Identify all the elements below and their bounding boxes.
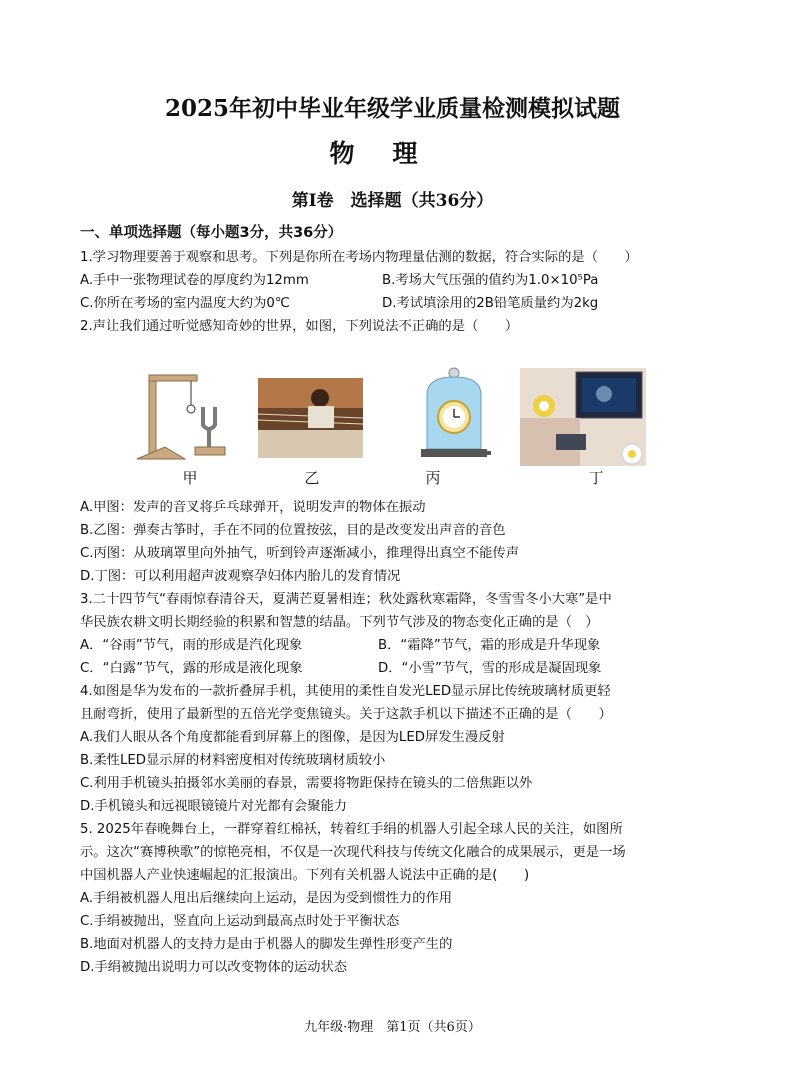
q3-option-c: C．“白露”节气，露的形成是液化现象 (80, 661, 303, 676)
q5-option-d: D.手绢被抛出说明力可以改变物体的运动状态 (80, 960, 348, 975)
q1-option-c: C.你所在考场的室内温度大约为0℃ (80, 296, 290, 311)
q4-option-a: A.我们人眼从各个角度都能看到屏幕上的图像，是因为LED屏发生漫反射 (80, 730, 505, 745)
caption-ding: 丁 (588, 469, 604, 487)
q1-option-a: A.手中一张物理试卷的厚度约为12mm (80, 273, 309, 288)
bell-jar-figure (417, 365, 492, 463)
page-footer: 九年级·物理 第1页（共6页） (304, 1020, 481, 1035)
q3-option-d: D．“小雪”节气，雪的形成是凝固现象 (378, 661, 602, 676)
q4-stem-line2: 且耐弯折，使用了最新型的五倍光学变焦镜头。关于这款手机以下描述不正确的是（ ） (80, 707, 612, 722)
caption-yi: 乙 (304, 469, 320, 487)
caption-bing: 丙 (425, 469, 441, 487)
subject-title: 物理 (329, 139, 456, 168)
q3-stem-line1: 3.二十四节气“春雨惊春清谷天，夏满芒夏暑相连；秋处露秋寒霜降，冬雪雪冬小大寒”是中 (80, 592, 612, 607)
q4-stem-line1: 4.如图是华为发布的一款折叠屏手机，其使用的柔性自发光LED显示屏比传统玻璃材质更轻 (80, 684, 611, 699)
guzheng-photo (258, 378, 363, 458)
q2-option-d: D.丁图：可以利用超声波观察孕妇体内胎儿的发育情况 (80, 569, 401, 584)
q2-option-c: C.丙图：从玻璃罩里向外抽气，听到铃声逐渐减小，推理得出真空不能传声 (80, 546, 520, 561)
caption-jia: 甲 (182, 469, 198, 487)
q3-option-a: A．“谷雨”节气，雨的形成是汽化现象 (80, 638, 303, 653)
part-heading: 一、单项选择题（每小题3分，共36分） (80, 225, 343, 241)
q4-option-c: C.利用手机镜头拍摄邻水美丽的春景，需要将物距保持在镜头的二倍焦距以外 (80, 776, 533, 791)
q2-option-a: A.甲图：发声的音叉将乒乓球弹开，说明发声的物体在振动 (80, 500, 426, 515)
q2-option-b: B.乙图：弹奏古筝时，手在不同的位置按弦，目的是改变发出声音的音色 (80, 523, 506, 538)
q1-option-b: B.考场大气压强的值约为1.0×10⁵Pa (382, 273, 599, 288)
section-heading: 第Ⅰ卷 选择题（共36分） (291, 191, 494, 211)
ultrasound-photo (520, 368, 646, 466)
page-title: 2025年初中毕业年级学业质量检测模拟试题 (164, 95, 620, 122)
q1-stem: 1.学习物理要善于观察和思考。下列是你所在考场内物理量估测的数据，符合实际的是（ ） (80, 250, 638, 265)
q5-option-a: A.手绢被机器人甩出后继续向上运动，是因为受到惯性力的作用 (80, 891, 453, 906)
q1-option-d: D.考试填涂用的2B铅笔质量约为2kg (382, 296, 599, 311)
q5-stem-line3: 中国机器人产业快速崛起的汇报演出。下列有关机器人说法中正确的是( ) (80, 868, 530, 883)
q5-stem-line1: 5. 2025年春晚舞台上，一群穿着红棉袄，转着红手绢的机器人引起全球人民的关注，如图所 (80, 822, 623, 837)
q2-stem: 2.声让我们通过听觉感知奇妙的世界，如图，下列说法不正确的是（ ） (80, 319, 519, 334)
q5-option-c: C.手绢被抛出，竖直向上运动到最高点时处于平衡状态 (80, 914, 400, 929)
tuning-fork-figure (135, 367, 240, 467)
q4-option-b: B.柔性LED显示屏的材料密度相对传统玻璃材质较小 (80, 753, 386, 768)
q3-stem-line2: 华民族农耕文明长期经验的积累和智慧的结晶。下列节气涉及的物态变化正确的是（ ） (80, 615, 599, 630)
q5-stem-line2: 示。这次“赛博秧歌”的惊艳亮相，不仅是一次现代科技与传统文化融合的成果展示，更是一场 (80, 845, 626, 860)
q4-option-d: D.手机镜头和远视眼镜镜片对光都有会聚能力 (80, 799, 348, 814)
q5-option-b: B.地面对机器人的支持力是由于机器人的脚发生弹性形变产生的 (80, 937, 453, 952)
q3-option-b: B．“霜降”节气，霜的形成是升华现象 (378, 638, 601, 653)
